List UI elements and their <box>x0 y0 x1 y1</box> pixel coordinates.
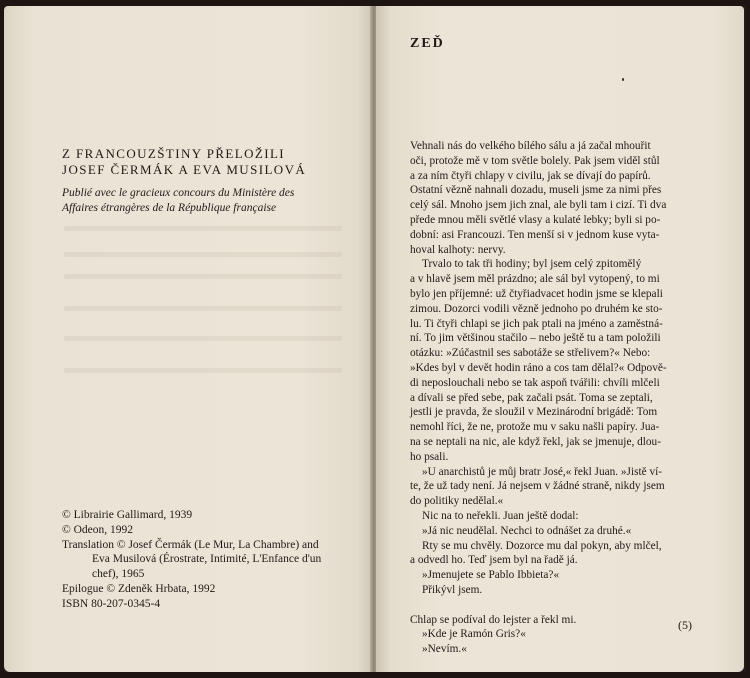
right-page <box>376 6 744 672</box>
text-line: oči, protože mě v tom světle bolely. Pak jsem viděl stůl <box>410 154 660 167</box>
text-line: otázku: »Zúčastnil ses sabotáže se střelivem?« Nebo: <box>410 347 651 360</box>
text-line: lu. Ti čtyři chlapi se jich pak ptali na jméno a zaměstná- <box>410 317 663 330</box>
text-line: »Kde je Ramón Gris?« <box>422 628 526 641</box>
text-line: nemohl říci, že ne, protože mu v saku našli papíry. Jua- <box>410 421 660 434</box>
text-line: Přikývl jsem. <box>422 583 483 596</box>
text-line: Ostatní vězně nahnali dozadu, museli jsme za nimi přes <box>410 184 662 197</box>
text-line: a dívali se před sebe, pak začali psát. Toma se zeptali, <box>410 391 653 404</box>
text-line: Nic na to neřekli. Juan ještě dodal: <box>422 509 579 522</box>
left-page <box>4 6 372 672</box>
publication-note-line: Affaires étrangères de la République française <box>62 202 277 214</box>
show-through-line <box>64 252 342 257</box>
copyright-line: © Librairie Gallimard, 1939 <box>62 509 193 521</box>
paragraph <box>410 568 728 583</box>
text-line: te, že už tady není. Já nejsem v žádné straně, nikdy jsem <box>410 480 665 493</box>
text-line: di neposlouchali nebo se tak aspoň tvářili: chvíli mlčeli <box>410 376 660 389</box>
paragraph <box>410 509 728 524</box>
text-line: »Jmenujete se Pablo Ibbieta?« <box>422 569 560 582</box>
story-text <box>410 139 728 657</box>
paragraph <box>410 583 728 598</box>
translators-credit <box>62 146 352 178</box>
text-line: ho psali. <box>410 450 449 463</box>
text-line: ní. To jim většinou stačilo – nebo ještě tu a tam položili <box>410 332 661 345</box>
translators-line: JOSEF ČERMÁK A EVA MUSILOVÁ <box>62 162 307 177</box>
text-line: »Nevím.« <box>422 643 467 656</box>
text-line: hoval kalhoty: nervy. <box>410 243 506 256</box>
show-through-line <box>64 336 342 341</box>
text-line: a za ním čtyři chlapy v civilu, jak se dívají do papírů. <box>410 169 651 182</box>
paragraph <box>410 539 728 569</box>
paragraph <box>410 524 728 539</box>
translators-line: Z FRANCOUZŠTINY PŘELOŽILI <box>62 146 286 161</box>
text-line: jestli je pravda, že sloužil v Mezinárodní brigádě: Tom <box>410 406 658 419</box>
show-through-line <box>64 226 342 231</box>
text-line: zimou. Dozorci vodili vězně jednoho po druhém ke sto- <box>410 302 663 315</box>
text-line: a v hlavě jsem měl prázdno; ale sál byl vytopený, to mi <box>410 273 660 286</box>
text-line: do politiky nedělal.« <box>410 495 504 508</box>
publication-note <box>62 186 352 216</box>
text-line: bylo jen příjemné: už čtyřiadvacet hodin jsme se klepali <box>410 287 663 300</box>
paragraph <box>410 465 728 509</box>
text-line: a odvedl ho. Teď jsem byl na řadě já. <box>410 554 578 567</box>
copyright-block <box>62 508 362 612</box>
text-line: »Já nic neudělal. Nechci to odnášet za druhé.« <box>422 524 632 537</box>
copyright-line: Translation © Josef Čermák (Le Mur, La Chambre) and <box>62 538 319 551</box>
text-line: Trvalo to tak tři hodiny; byl jsem celý zpitomělý <box>422 258 642 271</box>
text-line: přede mnou měli světlé vlasy a kulaté lebky; byli si po- <box>410 213 661 226</box>
text-line: Rty se mu chvěly. Dozorce mu dal pokyn, aby mlčel, <box>422 539 662 552</box>
text-line: Chlap se podíval do lejster a řekl mi. <box>410 613 577 626</box>
publication-note-line: Publié avec le gracieux concours du Ministère des <box>62 187 295 199</box>
text-line: »U anarchistů je můj bratr José,« řekl Juan. »Jistě ví- <box>422 465 663 478</box>
page-number: (5) <box>678 618 692 632</box>
paragraph <box>410 139 728 257</box>
text-line: celý sál. Mnoho jsem jich znal, ale byli tam i cizí. Ti dva <box>410 199 667 212</box>
paragraph <box>410 642 728 657</box>
show-through-line <box>64 274 342 279</box>
show-through-line <box>64 368 342 373</box>
paragraph <box>410 257 728 464</box>
copyright-line: Epilogue © Zdeněk Hrbata, 1992 <box>62 582 216 595</box>
paper-speck <box>622 78 624 81</box>
copyright-line: © Odeon, 1992 <box>62 523 134 536</box>
paragraph-gap <box>410 598 728 613</box>
text-line: »Kdes byl v devět hodin ráno a cos tam dělal?« Odpově- <box>410 361 667 374</box>
show-through-line <box>64 306 342 311</box>
open-book <box>4 6 746 672</box>
copyright-line: chef), 1965 <box>92 568 145 581</box>
chapter-title: ZEĎ <box>410 36 445 51</box>
copyright-line: Eva Musilová (Érostrate, Intimité, L'Enfance d'un <box>92 553 322 566</box>
text-line: dobní: asi Francouzi. Ten menší si v jednom kuse vyta- <box>410 228 660 241</box>
copyright-line: ISBN 80-207-0345-4 <box>62 597 161 610</box>
text-line: Vehnali nás do velkého bílého sálu a já začal mhouřit <box>410 140 651 152</box>
text-line: na se neptali na nic, ale když řekl, jak se jmenuje, dlou- <box>410 435 661 448</box>
